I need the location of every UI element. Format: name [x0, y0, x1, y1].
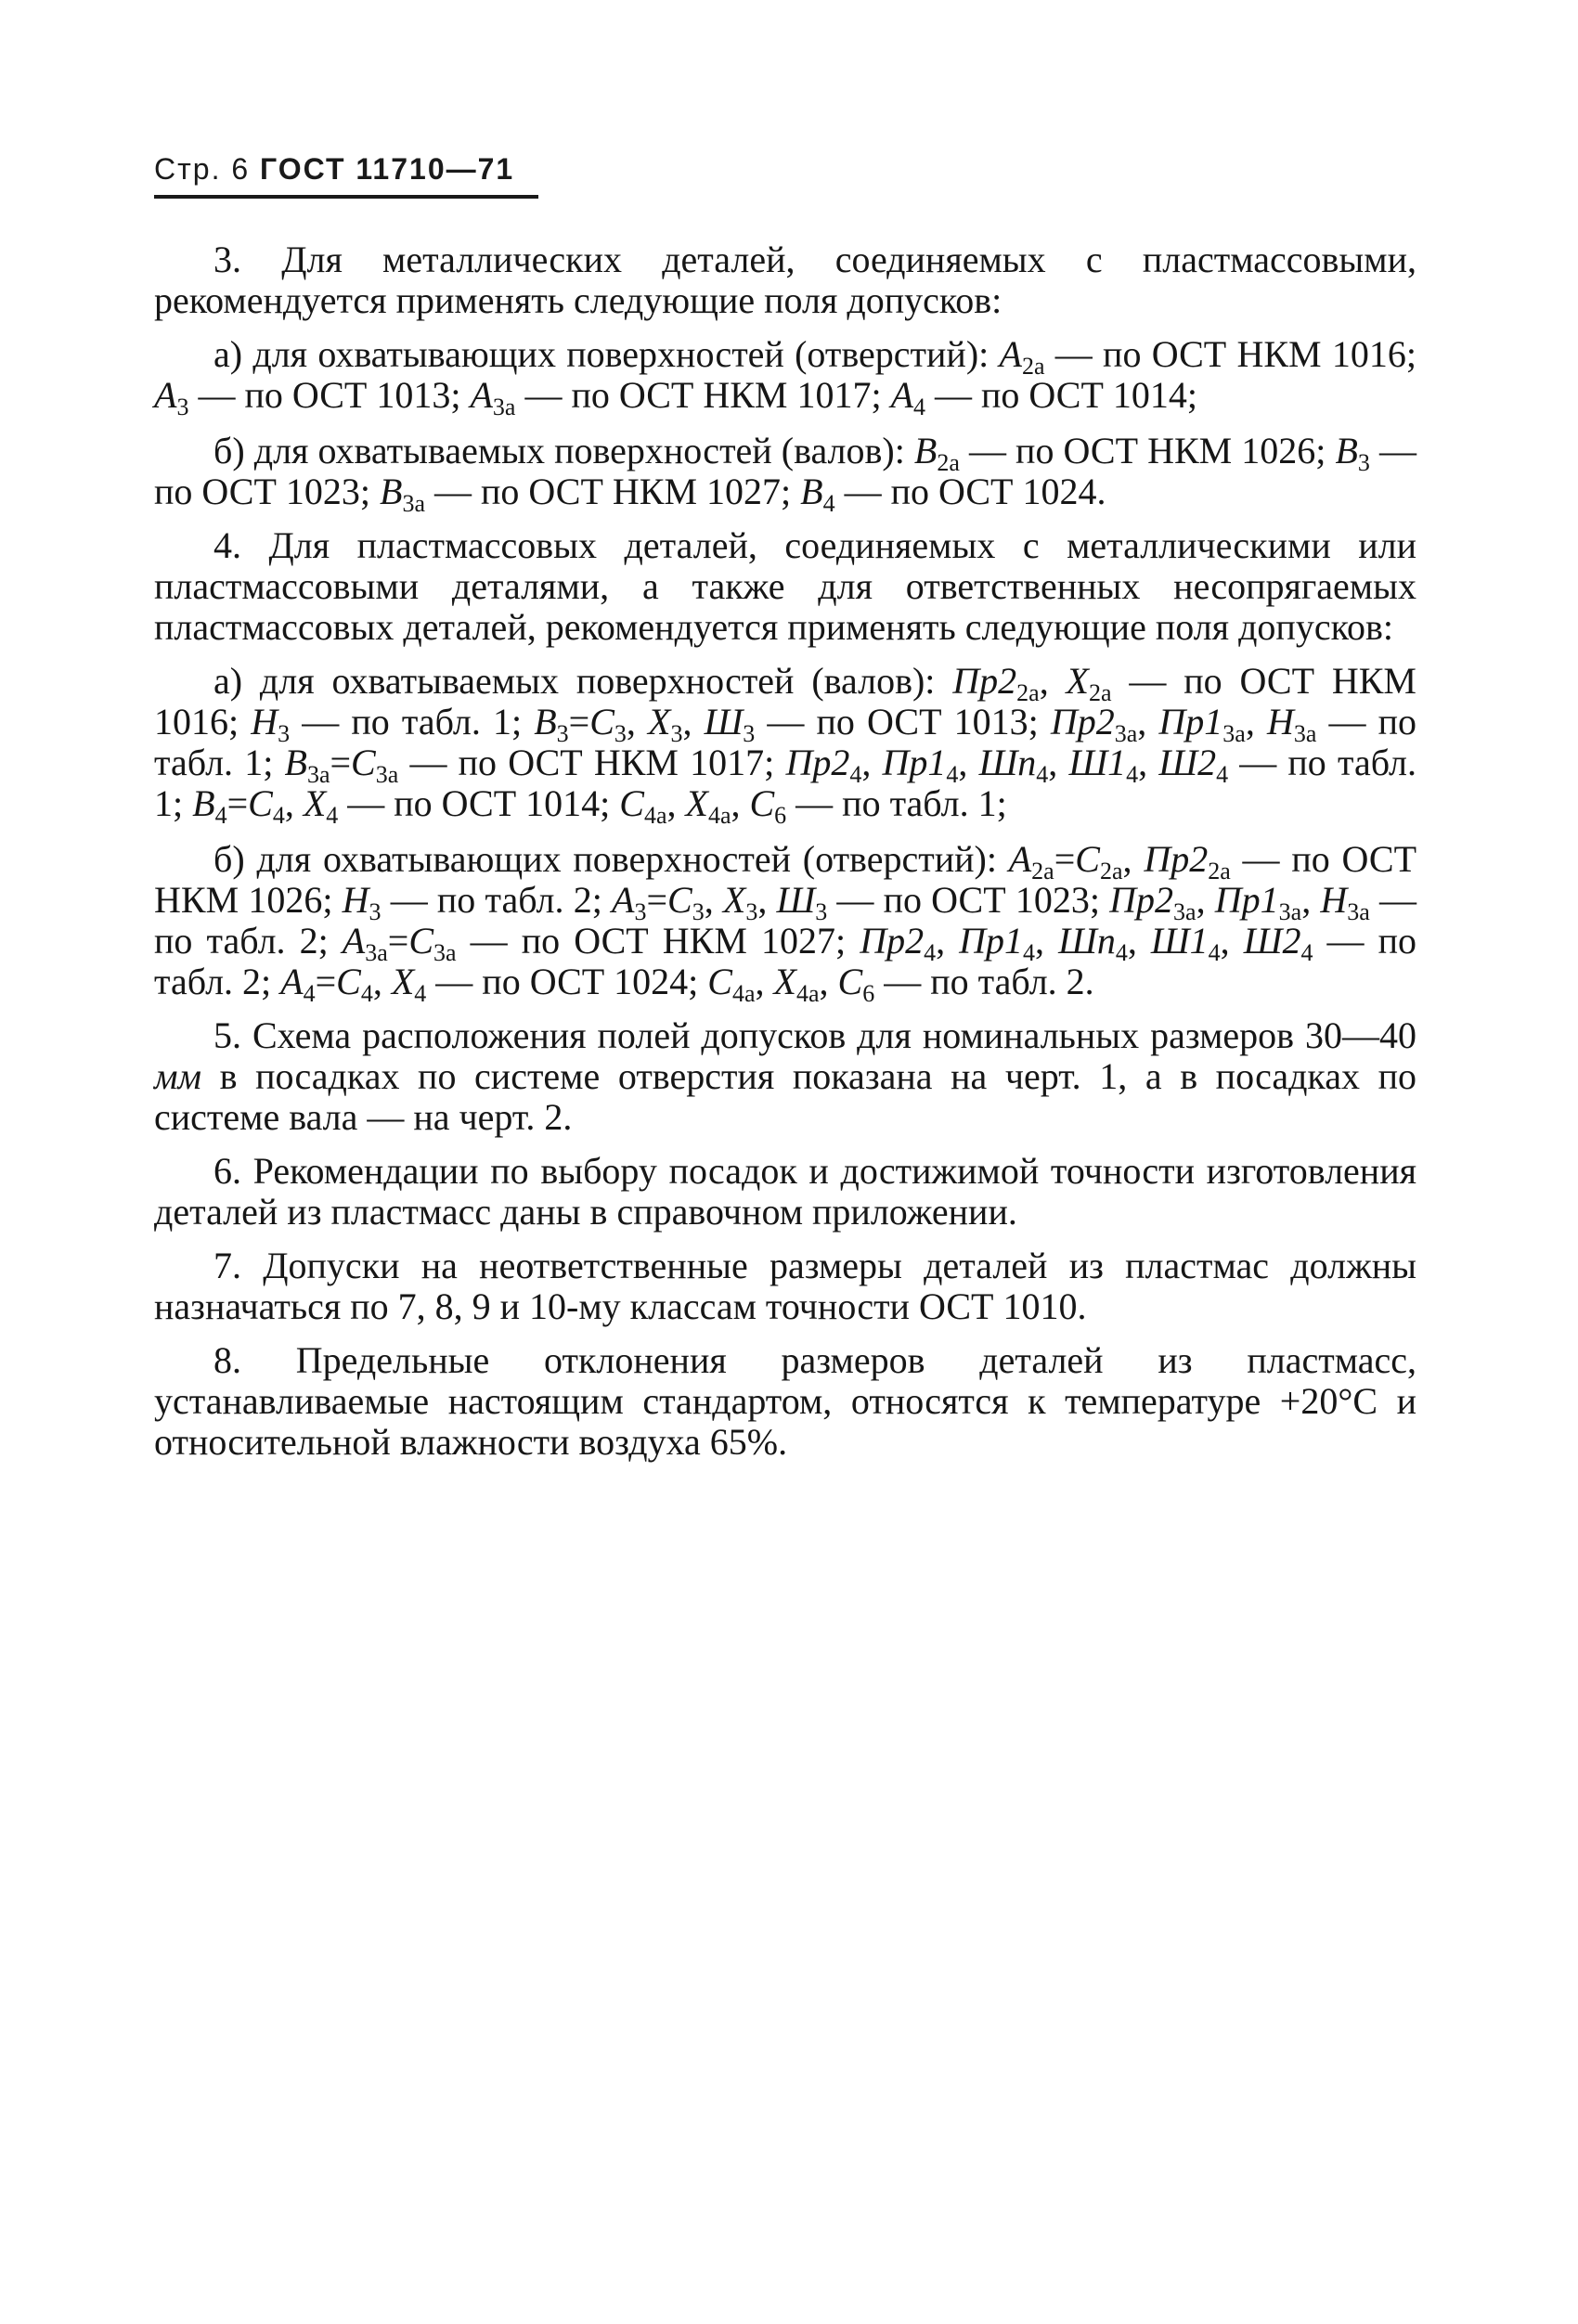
subscript: 4: [1036, 761, 1049, 788]
symbol: Пр2: [1050, 701, 1115, 742]
text-run: =: [568, 701, 590, 742]
symbol: Х: [722, 879, 746, 921]
subscript: 3а: [492, 394, 516, 420]
subscript: 6: [774, 802, 787, 829]
text-run: — по ОСТ НКМ 1016;: [1044, 333, 1416, 375]
subscript: 4а: [731, 980, 756, 1007]
symbol: Пр1: [882, 742, 947, 783]
symbol: А: [1008, 838, 1032, 880]
symbol: Пр1: [1158, 701, 1223, 742]
symbol: В: [534, 701, 557, 742]
symbol: Пр2: [1109, 879, 1174, 921]
symbol: С: [408, 920, 434, 962]
subscript: 2а: [937, 449, 960, 476]
subscript: 4: [414, 980, 427, 1007]
subscript: 2а: [1088, 679, 1112, 706]
paragraph-4b: [154, 838, 1417, 1007]
symbol: В: [1335, 430, 1358, 471]
symbol: Х: [648, 701, 671, 742]
subscript: 3а: [433, 939, 457, 966]
subscript: 3а: [1173, 898, 1196, 925]
text-run: — по ОСТ 1024;: [426, 961, 708, 1002]
text-run: ,: [1127, 920, 1151, 962]
text-run: ,: [1137, 701, 1159, 742]
symbol: А: [342, 920, 366, 962]
subscript: 4: [1115, 939, 1128, 966]
subscript: 4: [1300, 939, 1313, 966]
subscript: 6: [862, 980, 875, 1007]
subscript: 3: [1357, 449, 1370, 476]
paragraph-7: [154, 1246, 1416, 1327]
symbol: А: [890, 374, 914, 416]
text-run: =: [226, 782, 249, 824]
subscript: 4а: [643, 802, 667, 829]
subscript: 3а: [375, 761, 399, 788]
subscript: 3: [743, 720, 756, 747]
symbol: Ш2: [1243, 920, 1301, 962]
subscript: 4: [1216, 761, 1229, 788]
text-run: б) для охватываемых поверхностей (валов):: [213, 430, 914, 471]
symbol: С: [837, 961, 863, 1002]
text-run: 3. Для металлических деталей, соединяемых с пластмассовыми, рекомендуется применять следующие поля допусков:: [154, 239, 1416, 321]
text-run: ,: [1196, 879, 1215, 921]
text-run: ,: [1035, 920, 1059, 962]
text-run: ,: [666, 782, 686, 824]
text-run: — по табл. 1;: [154, 742, 1417, 824]
text-run: — по ОСТ НКМ 1026;: [154, 838, 1417, 921]
text-run: — по табл. 2;: [381, 879, 612, 921]
text-run: а) для охватывающих поверхностей (отверстий):: [213, 333, 1000, 375]
subscript: 4: [822, 490, 835, 517]
text-run: — по ОСТ 1024.: [834, 471, 1106, 512]
symbol: Ш1: [1068, 742, 1127, 783]
text-run: — по табл. 1;: [154, 701, 1417, 783]
subscript: 2а: [1208, 858, 1231, 884]
text-run: — по ОСТ 1014;: [925, 374, 1198, 416]
subscript: 2а: [1016, 679, 1040, 706]
text-run: =: [315, 961, 337, 1002]
symbol: Х: [685, 782, 708, 824]
subscript: 3: [614, 720, 627, 747]
symbol: А: [154, 374, 177, 416]
symbol: С: [667, 879, 692, 921]
symbol: В: [800, 471, 823, 512]
subscript: 4: [272, 802, 285, 829]
subscript: 4: [326, 802, 339, 829]
text-run: ,: [731, 782, 750, 824]
symbol: С: [619, 782, 644, 824]
text-run: — по ОСТ НКМ 1027;: [425, 471, 801, 512]
subscript: 3: [815, 898, 828, 925]
subscript: 3а: [306, 761, 330, 788]
subscript: 4: [946, 761, 959, 788]
subscript: 3а: [1278, 898, 1302, 925]
text-run: =: [646, 879, 667, 921]
text-run: 5. Схема расположения полей допусков для номинальных размеров 30—40: [213, 1014, 1416, 1056]
header-rule: [154, 195, 538, 199]
symbol: С: [336, 961, 361, 1002]
symbol: А: [280, 961, 304, 1002]
symbol: В: [380, 471, 403, 512]
symbol: Пр2: [860, 920, 925, 962]
paragraph-3b: [154, 430, 1416, 517]
symbol: В: [284, 742, 307, 783]
text-run: ,: [861, 742, 883, 783]
symbol: Ш: [776, 879, 816, 921]
text-run: — по ОСТ НКМ 1026;: [959, 430, 1336, 471]
subscript: 3а: [402, 490, 425, 517]
text-run: ,: [682, 701, 705, 742]
subscript: 3а: [365, 939, 388, 966]
paragraph-5: [154, 1015, 1416, 1138]
text-run: =: [1054, 838, 1076, 880]
text-run: — по ОСТ 1014;: [338, 782, 620, 824]
subscript: 4: [1023, 939, 1036, 966]
subscript: 4: [849, 761, 862, 788]
subscript: 4: [360, 980, 373, 1007]
symbol: Х: [391, 961, 415, 1002]
paragraph-4a: [154, 660, 1417, 829]
symbol: Пр1: [959, 920, 1024, 962]
text-run: ,: [1220, 920, 1244, 962]
symbol: мм: [154, 1055, 202, 1097]
subscript: 3а: [1114, 720, 1138, 747]
symbol: С: [589, 701, 614, 742]
symbol: А: [470, 374, 493, 416]
subscript: 4: [214, 802, 227, 829]
text-run: ,: [1245, 701, 1267, 742]
text-run: 6. Рекомендации по выбору посадок и достижимой точности изготовления деталей из пластмасс даны в справочном приложении.: [154, 1150, 1416, 1233]
paragraph-3a: [154, 333, 1416, 420]
symbol: В: [192, 782, 215, 824]
subscript: 3: [369, 898, 382, 925]
symbol: С: [351, 742, 376, 783]
subscript: 3: [670, 720, 683, 747]
text-run: 4. Для пластмассовых деталей, соединяемых с металлическими или пластмассовыми деталями, а также для ответственных несопрягаемых пластмассовых деталей, рекомендуется применять следующие поля допусков:: [154, 524, 1416, 648]
text-run: — по ОСТ 1023;: [154, 430, 1416, 512]
subscript: 3а: [1347, 898, 1370, 925]
subscript: 4: [1126, 761, 1139, 788]
symbol: Ш1: [1150, 920, 1209, 962]
symbol: Н: [251, 701, 278, 742]
subscript: 3: [556, 720, 569, 747]
text-run: — по ОСТ 1013;: [188, 374, 471, 416]
symbol: Шп: [978, 742, 1037, 783]
symbol: Х: [1066, 660, 1089, 702]
text-run: ,: [755, 961, 774, 1002]
symbol: С: [749, 782, 775, 824]
paragraph-8: [154, 1340, 1416, 1463]
document-body: [154, 239, 1416, 1476]
symbol: С: [1075, 838, 1100, 880]
paragraph-4: [154, 525, 1416, 648]
symbol: Шп: [1058, 920, 1116, 962]
text-run: ,: [372, 961, 392, 1002]
text-run: — по ОСТ 1013;: [755, 701, 1051, 742]
text-run: — по ОСТ НКМ 1017;: [515, 374, 891, 416]
text-run: — по табл. 2.: [874, 961, 1094, 1002]
text-run: ,: [704, 879, 723, 921]
text-run: =: [387, 920, 409, 962]
text-run: ,: [626, 701, 649, 742]
subscript: 3: [692, 898, 705, 925]
page-number-label: Стр. 6: [154, 152, 251, 186]
text-run: 8. Предельные отклонения размеров деталей из пластмасс, устанавливаемые настоящим стандартом, относятся к температуре +20°С и относительной влажности воздуха 65%.: [154, 1339, 1416, 1463]
text-run: ,: [819, 961, 838, 1002]
text-run: — по табл. 2;: [154, 920, 1416, 1002]
symbol: С: [707, 961, 732, 1002]
text-run: =: [330, 742, 352, 783]
standard-number: ГОСТ 11710—71: [260, 152, 515, 186]
subscript: 3: [745, 898, 758, 925]
text-run: ,: [1048, 742, 1069, 783]
subscript: 3: [634, 898, 647, 925]
symbol: Н: [1320, 879, 1348, 921]
symbol: С: [248, 782, 273, 824]
symbol: А: [612, 879, 635, 921]
text-run: — по табл. 2;: [154, 879, 1417, 962]
text-run: ,: [1301, 879, 1321, 921]
text-run: б) для охватывающих поверхностей (отверстий):: [213, 838, 1009, 880]
text-run: — по табл. 1;: [290, 701, 535, 742]
subscript: 2а: [1021, 353, 1045, 380]
text-run: ,: [757, 879, 777, 921]
text-run: а) для охватываемых поверхностей (валов):: [213, 660, 953, 702]
text-run: ,: [284, 782, 304, 824]
text-run: ,: [1138, 742, 1159, 783]
running-header: [154, 152, 514, 187]
paragraph-6: [154, 1151, 1416, 1233]
text-run: — по ОСТ НКМ 1027;: [456, 920, 860, 962]
symbol: Н: [1266, 701, 1294, 742]
symbol: Х: [773, 961, 796, 1002]
text-run: — по табл. 1;: [786, 782, 1007, 824]
subscript: 3: [278, 720, 291, 747]
subscript: 4а: [707, 802, 731, 829]
text-run: — по ОСТ НКМ 1016;: [154, 660, 1416, 742]
symbol: Пр2: [952, 660, 1017, 702]
subscript: 4а: [795, 980, 820, 1007]
subscript: 4: [913, 394, 926, 420]
text-run: ,: [1039, 660, 1067, 702]
subscript: 3: [176, 394, 189, 420]
symbol: Ш: [704, 701, 744, 742]
text-run: в посадках по системе отверстия показана на черт. 1, а в посадках по системе вала — на черт. 2.: [154, 1055, 1416, 1138]
subscript: 3а: [1222, 720, 1246, 747]
symbol: Пр1: [1214, 879, 1279, 921]
text-run: — по ОСТ НКМ 1017;: [398, 742, 786, 783]
symbol: Х: [303, 782, 327, 824]
symbol: Н: [342, 879, 369, 921]
symbol: Пр2: [785, 742, 850, 783]
subscript: 2а: [1031, 858, 1054, 884]
text-run: — по ОСТ 1023;: [827, 879, 1110, 921]
text-run: ,: [1122, 838, 1145, 880]
subscript: 3а: [1293, 720, 1317, 747]
text-run: ,: [958, 742, 979, 783]
subscript: 2а: [1099, 858, 1123, 884]
subscript: 4: [924, 939, 937, 966]
text-run: 7. Допуски на неответственные размеры деталей из пластмас должны назначаться по 7, 8, 9 и 10-му классам точности ОСТ 1010.: [154, 1245, 1416, 1327]
text-run: ,: [936, 920, 960, 962]
paragraph-3: [154, 239, 1416, 321]
symbol: Пр2: [1144, 838, 1209, 880]
symbol: В: [913, 430, 938, 471]
symbol: А: [999, 333, 1022, 375]
symbol: Ш2: [1158, 742, 1217, 783]
subscript: 4: [303, 980, 316, 1007]
subscript: 4: [1208, 939, 1221, 966]
